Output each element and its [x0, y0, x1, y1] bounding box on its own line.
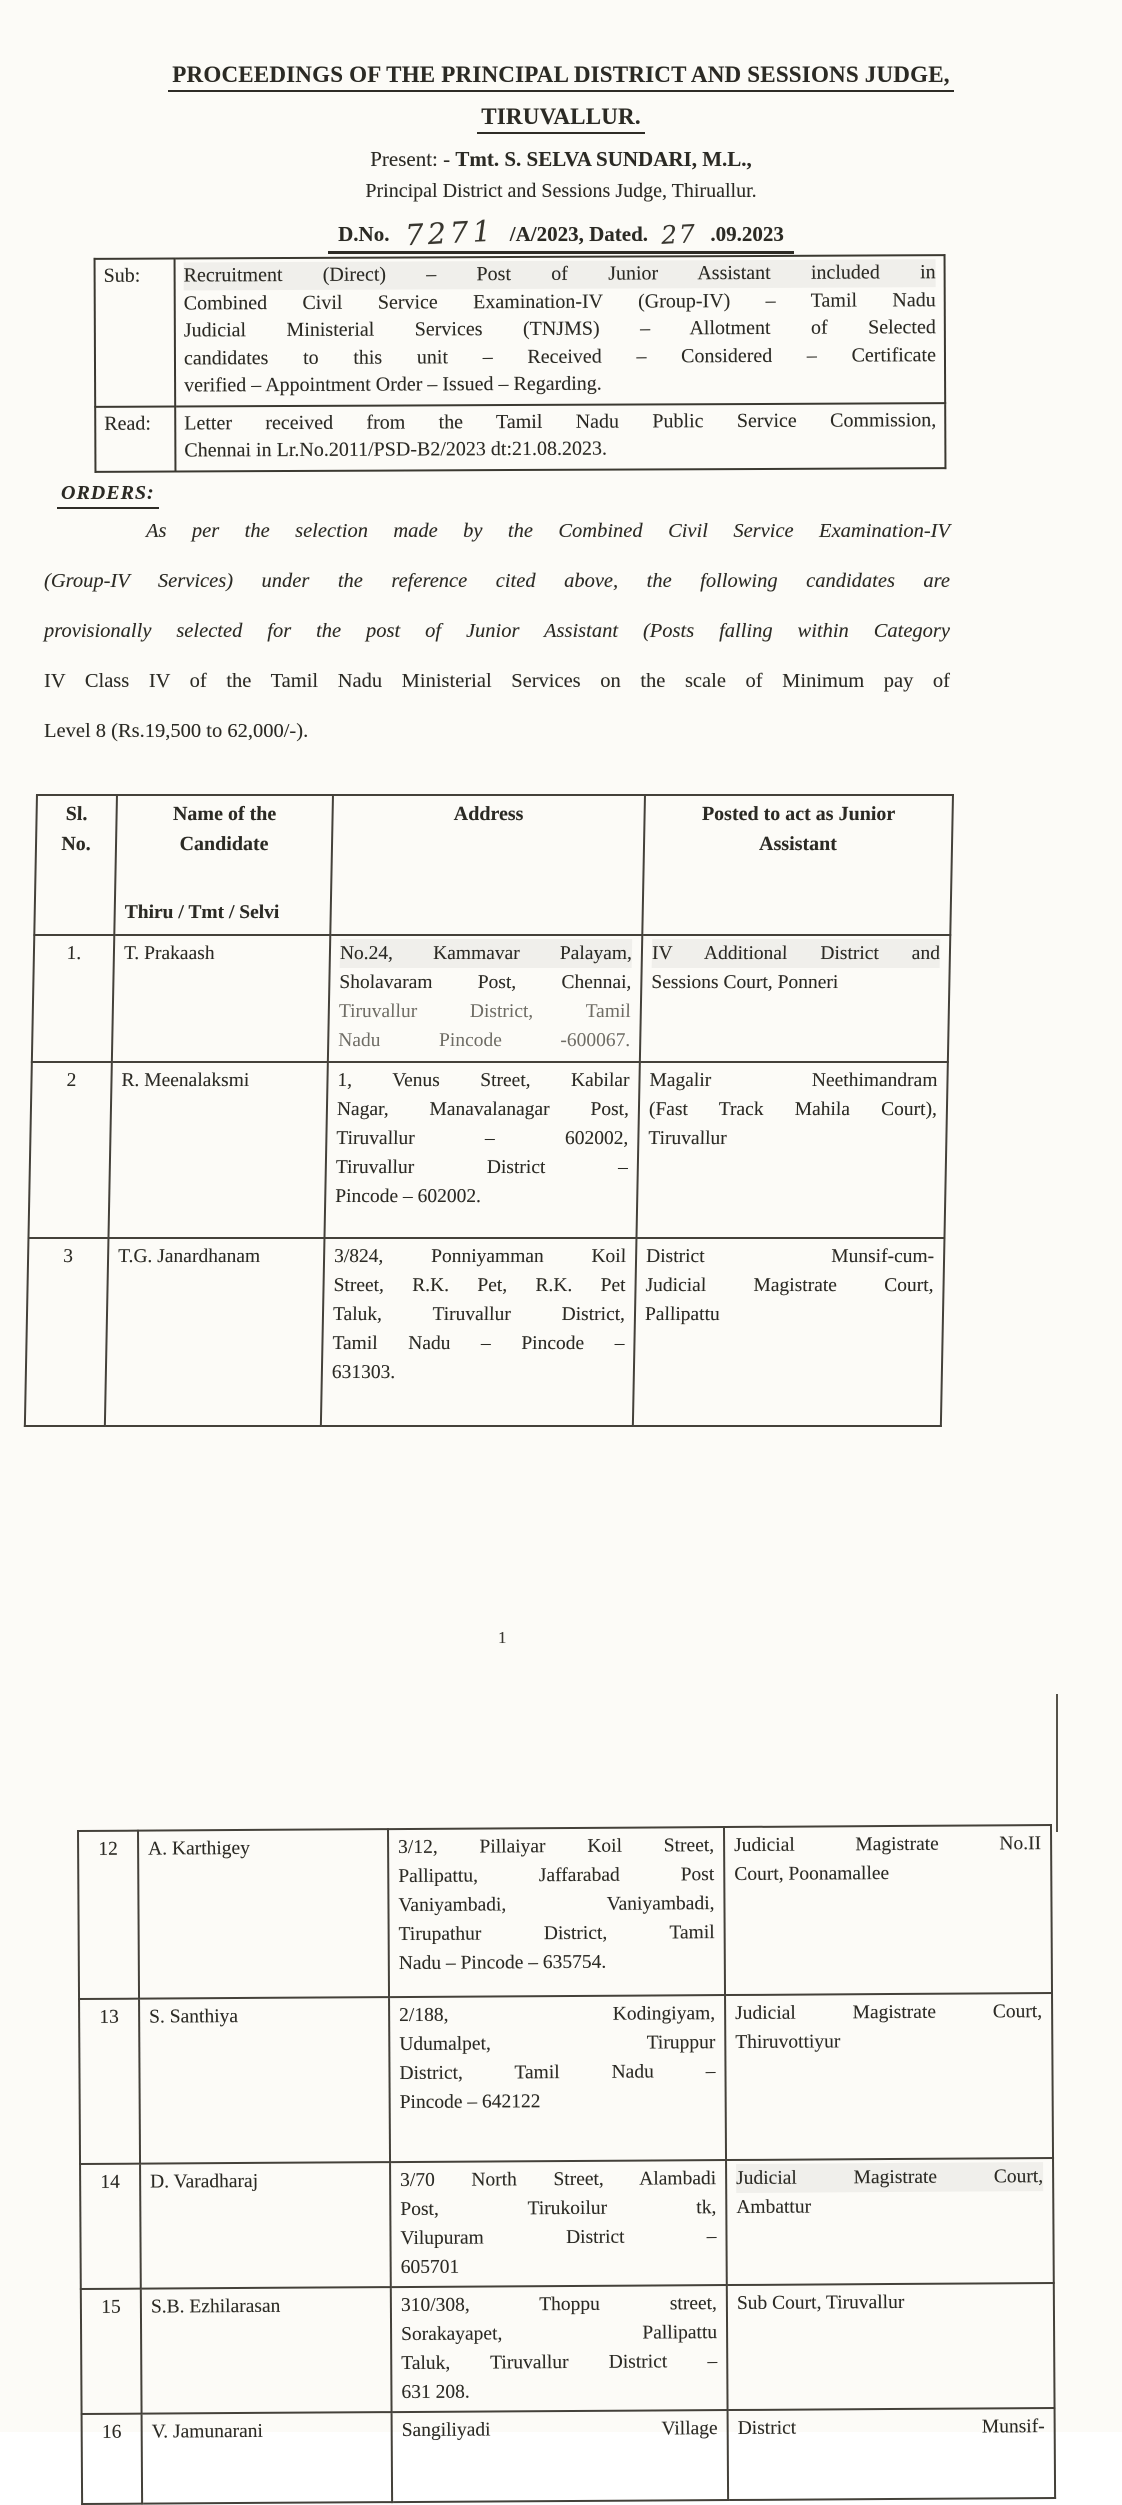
cell-posting	[724, 1825, 1052, 1995]
cell-name: S.B. Ezhilarasan	[141, 2287, 392, 2414]
text-line: Nadu – Pincode – 635754.	[398, 1951, 607, 1975]
text-line: Street, R.K. Pet, R.K. Pet	[333, 1275, 626, 1296]
orders-heading: ORDERS:	[57, 482, 159, 509]
text-line: No.24, Kammavar Palayam,	[340, 939, 633, 968]
text-line: Tirupathur District, Tamil	[398, 1922, 715, 1946]
text-line: Nadu Pincode -600067.	[338, 1030, 631, 1051]
text-line: Nagar, Manavalanagar Post,	[336, 1099, 630, 1120]
text-line: Udumalpet, Tiruppur	[399, 2032, 716, 2056]
text-line: (Group-IV Services) under the reference cited above, the following candidates are	[44, 570, 950, 592]
title-line2: TIRUVALLUR.	[477, 104, 645, 134]
cell-posting	[725, 1993, 1053, 2160]
table-row	[78, 1825, 1052, 1999]
text-line: provisionally selected for the post of Junior Assistant (Posts falling within Category	[44, 620, 950, 642]
text-line: Sorakayapet, Pallipattu	[401, 2322, 718, 2346]
text-line: (Fast Track Mahila Court),	[648, 1099, 938, 1120]
cell-serial: 2	[28, 1062, 111, 1238]
text-line: 3/12, Pillaiyar Koil Street,	[398, 1835, 715, 1859]
dno-tail: .09.2023	[710, 222, 784, 246]
text-line: Sangiliyadi Village	[401, 2418, 718, 2442]
table-row	[25, 1238, 945, 1426]
dno-line	[0, 214, 1122, 254]
text-line: Vaniyambadi, Vaniyambadi,	[398, 1893, 715, 1917]
text-line: Tiruvallur District, Tamil	[338, 1001, 632, 1022]
judge-designation: Principal District and Sessions Judge, Thiruallur.	[365, 180, 757, 202]
text-line: 605701	[400, 2256, 460, 2279]
table-row	[79, 1993, 1053, 2164]
cell-serial: 3	[25, 1238, 109, 1426]
dno-day-handwritten: 27	[660, 219, 698, 250]
text-line: Combined Civil Service Examination-IV (Group-IV) – Tamil Nadu	[183, 288, 936, 314]
header-serial: Sl. No.	[34, 795, 117, 935]
present-line	[0, 147, 1122, 172]
table-row	[28, 1062, 947, 1238]
text-line: Tiruvallur District –	[335, 1157, 629, 1178]
text-line: Court, Poonamallee	[734, 1863, 890, 1885]
cell-posting	[726, 2158, 1054, 2285]
table-row	[32, 935, 950, 1062]
text-line: Vilupuram District –	[400, 2226, 717, 2250]
orders-paragraph	[44, 506, 950, 756]
text-line: 631 208.	[401, 2381, 470, 2404]
dno-mid: /A/2023, Dated.	[509, 222, 649, 246]
sub-text-cell	[175, 255, 946, 406]
text-line: Thiruvottiyur	[735, 2031, 841, 2053]
header-row	[34, 795, 953, 935]
text-line: Pincode – 602002.	[335, 1186, 482, 1207]
read-row	[95, 403, 945, 472]
text-line: Sholavaram Post, Chennai,	[339, 972, 632, 993]
cell-address	[328, 935, 642, 1062]
text-line: IV Additional District and	[652, 939, 941, 968]
cell-address	[324, 1062, 639, 1238]
text-line: Recruitment (Direct) – Post of Junior Assistant included in	[184, 259, 936, 290]
text-line: Judicial Magistrate Court,	[645, 1275, 934, 1296]
cell-serial: 15	[81, 2289, 142, 2414]
cell-posting	[633, 1238, 945, 1426]
cell-serial: 12	[78, 1831, 139, 1999]
text-line: 631303.	[331, 1362, 396, 1383]
cell-address	[391, 2285, 728, 2412]
table-row	[81, 2283, 1055, 2414]
cell-serial: 1.	[32, 935, 114, 1062]
cell-address	[392, 2410, 729, 2502]
cell-address	[389, 1995, 726, 2162]
text-line: District Munsif-	[737, 2416, 1045, 2439]
title-line1: PROCEEDINGS OF THE PRINCIPAL DISTRICT AND SESSIONS JUDGE,	[168, 62, 953, 92]
cell-name: D. Varadharaj	[140, 2162, 391, 2289]
cell-address	[321, 1238, 637, 1426]
text-line: candidates to this unit – Received – Considered – Certificate	[183, 343, 937, 369]
read-text-cell	[175, 403, 945, 471]
cell-serial: 13	[79, 1999, 140, 2164]
text-line: Judicial Magistrate Court,	[735, 2001, 1043, 2024]
judge-name: Tmt. S. SELVA SUNDARI, M.L.,	[455, 147, 752, 171]
text-line: verified – Appointment Order – Issued – Regarding.	[184, 372, 602, 397]
cell-name: A. Karthigey	[138, 1829, 389, 1999]
header-name: Name of the Candidate Thiru / Tmt / Selvi	[114, 795, 333, 935]
text-line: Judicial Ministerial Services (TNJMS) – Allotment of Selected	[183, 316, 936, 342]
cell-posting	[728, 2408, 1056, 2500]
read-label-cell	[95, 406, 175, 471]
text-line: 3/824, Ponniyamman Koil	[333, 1246, 627, 1267]
read-label: Read:	[104, 412, 151, 435]
header-posting: Posted to act as Junior Assistant	[642, 795, 953, 935]
cell-serial: 14	[80, 2164, 141, 2289]
document-subtitle	[0, 104, 1122, 134]
cell-name: T. Prakaash	[112, 935, 330, 1062]
scan-artifact-line	[1056, 1694, 1058, 1832]
text-line: Taluk, Tiruvallur District –	[401, 2351, 718, 2375]
text-line: 2/188, Kodingiyam,	[399, 2003, 716, 2027]
text-line: IV Class IV of the Tamil Nadu Ministerial Services on the scale of Minimum pay of	[44, 670, 950, 692]
dno-number-handwritten: 7271	[404, 213, 496, 253]
table-row	[82, 2408, 1056, 2504]
text-line: 310/308, Thoppu street,	[400, 2293, 717, 2317]
text-line: 1, Venus Street, Kabilar	[337, 1070, 630, 1091]
page-number: 1	[498, 1628, 507, 1647]
cell-name: S. Santhiya	[139, 1997, 390, 2164]
name-qualifier: Thiru / Tmt / Selvi	[124, 902, 280, 923]
text-line: Tamil Nadu – Pincode –	[332, 1333, 625, 1354]
dno-label: D.No.	[338, 222, 390, 246]
text-line: Chennai in Lr.No.2011/PSD-B2/2023 dt:21.08.2023.	[184, 437, 608, 462]
text-line: Pallipattu	[644, 1304, 720, 1325]
cell-posting	[727, 2283, 1055, 2410]
cell-name: T.G. Janardhanam	[105, 1238, 325, 1426]
candidates-table-page1	[36, 794, 954, 1427]
cell-name: V. Jamunarani	[142, 2412, 393, 2504]
dno-underlined	[328, 214, 794, 254]
candidates-table-page2	[77, 1830, 1052, 2505]
table-row	[80, 2158, 1054, 2289]
text-line: Taluk, Tiruvallur District,	[332, 1304, 626, 1325]
text-line: Ambattur	[736, 2196, 812, 2218]
header-address: Address	[330, 795, 645, 935]
cell-serial: 16	[82, 2414, 143, 2504]
text-line: Magalir Neethimandram	[649, 1070, 938, 1091]
text-line: Sub Court, Tiruvallur	[736, 2291, 905, 2314]
text-line: Judicial Magistrate No.II	[734, 1833, 1042, 1856]
text-line: Tiruvallur – 602002,	[336, 1128, 629, 1149]
cell-address	[388, 1827, 725, 1997]
text-line: District, Tamil Nadu –	[399, 2061, 716, 2085]
sub-label-cell	[95, 259, 176, 407]
cell-address	[390, 2160, 727, 2287]
text-line: Sessions Court, Ponneri	[651, 972, 839, 993]
text-line: Tiruvallur	[648, 1128, 727, 1149]
document-title	[0, 62, 1122, 92]
text-line: Level 8 (Rs.19,500 to 62,000/-).	[44, 720, 309, 742]
sub-label: Sub:	[103, 264, 141, 287]
text-line: 3/70 North Street, Alambadi	[400, 2168, 717, 2192]
sub-row	[95, 255, 946, 406]
text-line: Post, Tirukoilur tk,	[400, 2197, 717, 2221]
cell-posting	[640, 935, 950, 1062]
cell-name: R. Meenalaksmi	[108, 1062, 327, 1238]
present-label: Present: -	[370, 147, 456, 171]
text-line: As per the selection made by the Combined Civil Service Examination-IV	[146, 520, 950, 542]
text-line: Judicial Magistrate Court,	[736, 2162, 1043, 2193]
cell-posting	[636, 1062, 947, 1238]
text-line: Letter received from the Tamil Nadu Public Service Commission,	[184, 408, 937, 434]
text-line: Pallipattu, Jaffarabad Post	[398, 1864, 715, 1888]
text-line: District Munsif-cum-	[645, 1246, 935, 1267]
reference-box	[94, 256, 946, 471]
text-line: Pincode – 642122	[399, 2091, 541, 2114]
